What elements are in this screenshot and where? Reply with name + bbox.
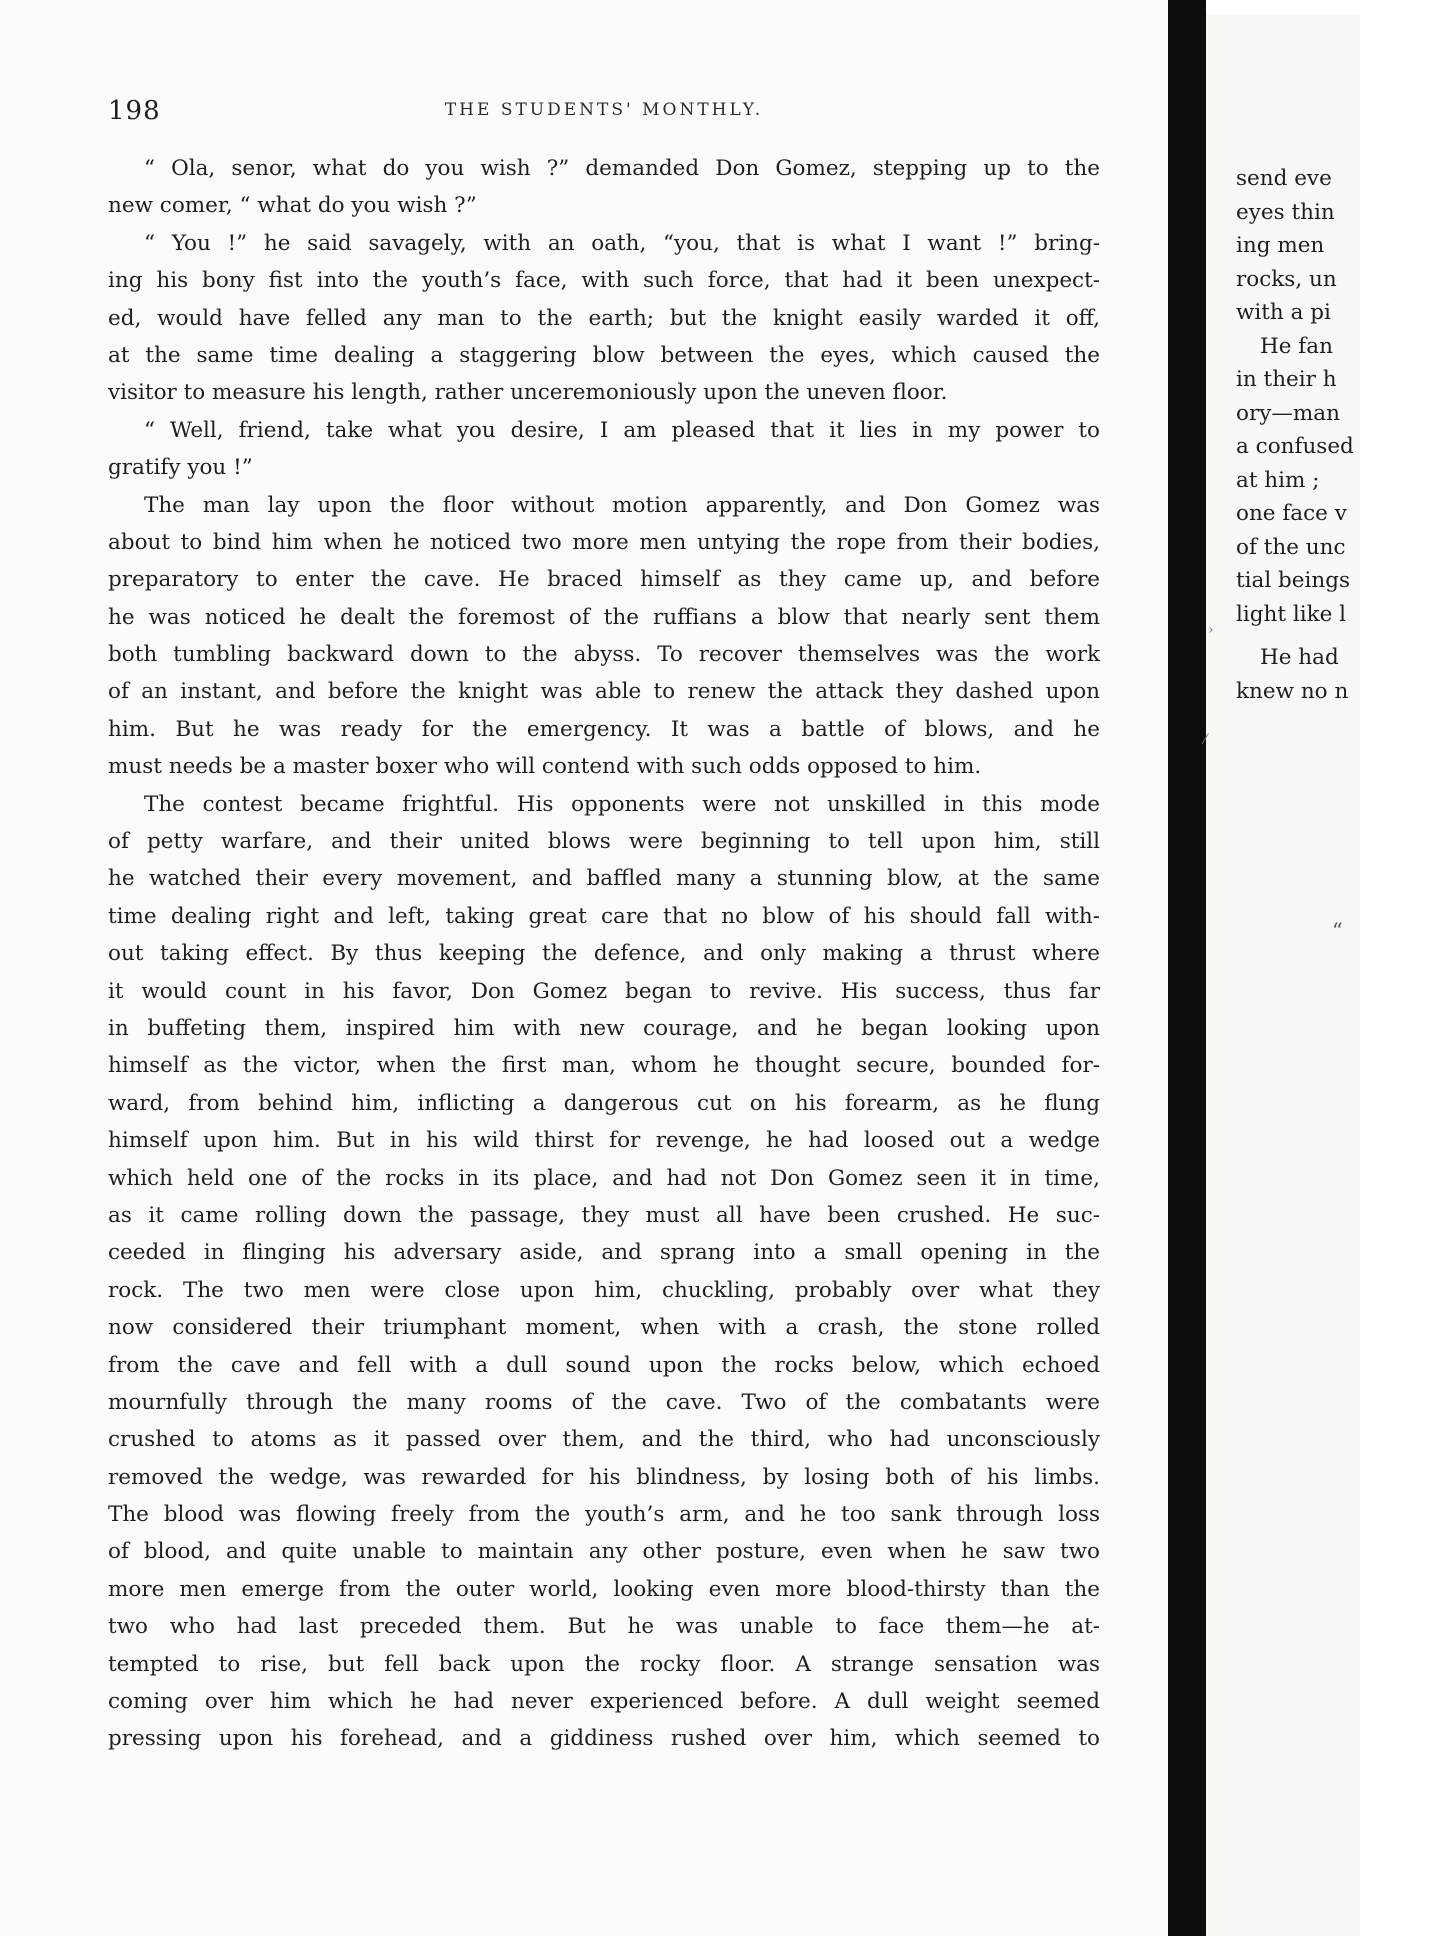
- text-line: of an instant, and before the knight was able to renew the attack they dashed upon: [108, 679, 1100, 705]
- text-line: “ Ola, senor, what do you wish ?” demanded Don Gomez, stepping up to the: [144, 156, 1100, 181]
- text-line: “ You !” he said savagely, with an oath, “you, that is what I want !” bring-: [144, 230, 1100, 256]
- book-gutter: [1168, 0, 1206, 1936]
- text-line: coming over him which he had never experienced before. A dull weight seemed: [108, 1689, 1100, 1715]
- text-line: new comer, “ what do you wish ?”: [108, 193, 477, 219]
- text-line: two who had last preceded them. But he was unable to face them—he at-: [108, 1614, 1100, 1640]
- text-line: gratify you !”: [108, 455, 253, 481]
- right-page-text-line: ing men: [1236, 233, 1325, 258]
- text-line: time dealing right and left, taking great care that no blow of his should fall with-: [108, 903, 1100, 929]
- spine-mark-icon: ⁄: [1204, 732, 1207, 748]
- right-page-text-line: send eve: [1236, 166, 1332, 191]
- text-line: The contest became frightful. His opponents were not unskilled in this mode: [144, 791, 1100, 817]
- right-page: [1206, 14, 1360, 1936]
- text-line: crushed to atoms as it passed over them, and the third, who had unconsciously: [108, 1427, 1100, 1453]
- right-page-text-line: He had: [1260, 645, 1339, 670]
- text-line: at the same time dealing a staggering blow between the eyes, which caused the: [108, 342, 1100, 368]
- text-line: about to bind him when he noticed two more men untying the rope from their bodies,: [108, 529, 1100, 555]
- text-line: ward, from behind him, inflicting a dangerous cut on his forearm, as he flung: [108, 1090, 1100, 1116]
- text-line: he was noticed he dealt the foremost of the ruffians a blow that nearly sent them: [108, 604, 1100, 630]
- text-line: him. But he was ready for the emergency. It was a battle of blows, and he: [108, 716, 1100, 742]
- right-page-text-line: tial beings: [1236, 568, 1351, 593]
- text-line: which held one of the rocks in its place, and had not Don Gomez seen it in time,: [108, 1165, 1100, 1191]
- page-header: [108, 96, 1100, 130]
- right-page-text-line: ory—man: [1236, 400, 1340, 426]
- text-line: preparatory to enter the cave. He braced himself as they came up, and before: [108, 567, 1100, 593]
- text-line: rock. The two men were close upon him, chuckling, probably over what they: [108, 1277, 1100, 1303]
- text-line: “ Well, friend, take what you desire, I am pleased that it lies in my power to: [144, 417, 1100, 443]
- right-page-text-line: light like l: [1236, 601, 1347, 627]
- spine-mark-icon: ›: [1208, 622, 1214, 638]
- right-page-text-line: He fan: [1260, 333, 1333, 359]
- right-page-text-line: with a pi: [1236, 300, 1331, 325]
- text-line: himself upon him. But in his wild thirst for revenge, he had loosed out a wedge: [108, 1128, 1100, 1154]
- right-page-text: [1236, 162, 1436, 708]
- text-line: removed the wedge, was rewarded for his blindness, by losing both of his limbs.: [108, 1464, 1100, 1490]
- text-line: it would count in his favor, Don Gomez began to revive. His success, thus far: [108, 978, 1100, 1004]
- text-line: as it came rolling down the passage, they must all have been crushed. He suc-: [108, 1202, 1100, 1228]
- text-line: pressing upon his forehead, and a giddiness rushed over him, which seemed to: [108, 1726, 1100, 1752]
- text-line: mournfully through the many rooms of the cave. Two of the combatants were: [108, 1389, 1100, 1415]
- text-line: The man lay upon the floor without motion apparently, and Don Gomez was: [144, 492, 1100, 518]
- text-line: of blood, and quite unable to maintain any other posture, even when he saw two: [108, 1539, 1100, 1565]
- text-line: himself as the victor, when the first man, whom he thought secure, bounded for-: [108, 1053, 1100, 1079]
- text-line: now considered their triumphant moment, when with a crash, the stone rolled: [108, 1315, 1100, 1341]
- text-line: in buffeting them, inspired him with new courage, and he began looking upon: [108, 1015, 1100, 1041]
- page-number: 198: [108, 96, 161, 126]
- text-line: must needs be a master boxer who will contend with such odds opposed to him.: [108, 754, 982, 780]
- text-line: both tumbling backward down to the abyss. To recover themselves was the work: [108, 642, 1100, 668]
- text-line: more men emerge from the outer world, looking even more blood-thirsty than the: [108, 1576, 1100, 1602]
- right-page-text-line: in their h: [1236, 367, 1337, 392]
- text-line: from the cave and fell with a dull sound upon the rocks below, which echoed: [108, 1352, 1100, 1378]
- text-line: he watched their every movement, and baffled many a stunning blow, at the same: [108, 866, 1100, 892]
- text-line: ed, would have felled any man to the earth; but the knight easily warded it off,: [108, 305, 1100, 331]
- right-page-text-line: at him ;: [1236, 467, 1320, 493]
- text-line: tempted to rise, but fell back upon the rocky floor. A strange sensation was: [108, 1651, 1100, 1677]
- text-line: ceeded in flinging his adversary aside, and sprang into a small opening in the: [108, 1240, 1100, 1266]
- text-line: of petty warfare, and their united blows were beginning to tell upon him, still: [108, 829, 1100, 855]
- running-head: THE STUDENTS' MONTHLY.: [444, 100, 764, 120]
- right-page-text-line: rocks, un: [1236, 266, 1337, 292]
- right-page-text-line: a confused: [1236, 434, 1354, 459]
- right-page-text-line: of the unc: [1236, 534, 1346, 560]
- right-page-text-line: eyes thin: [1236, 199, 1335, 225]
- text-line: The blood was flowing freely from the youth’s arm, and he too sank through loss: [108, 1502, 1100, 1528]
- right-page-quote-fragment: “: [1332, 919, 1343, 943]
- text-line: ing his bony fist into the youth’s face, with such force, that had it been unexpect-: [108, 268, 1100, 294]
- right-page-text-line: one face v: [1236, 501, 1347, 526]
- right-page-text-line: knew no n: [1236, 678, 1349, 704]
- body-text: [108, 150, 1100, 1758]
- text-line: visitor to measure his length, rather unceremoniously upon the uneven floor.: [108, 380, 948, 406]
- text-line: out taking effect. By thus keeping the defence, and only making a thrust where: [108, 941, 1100, 967]
